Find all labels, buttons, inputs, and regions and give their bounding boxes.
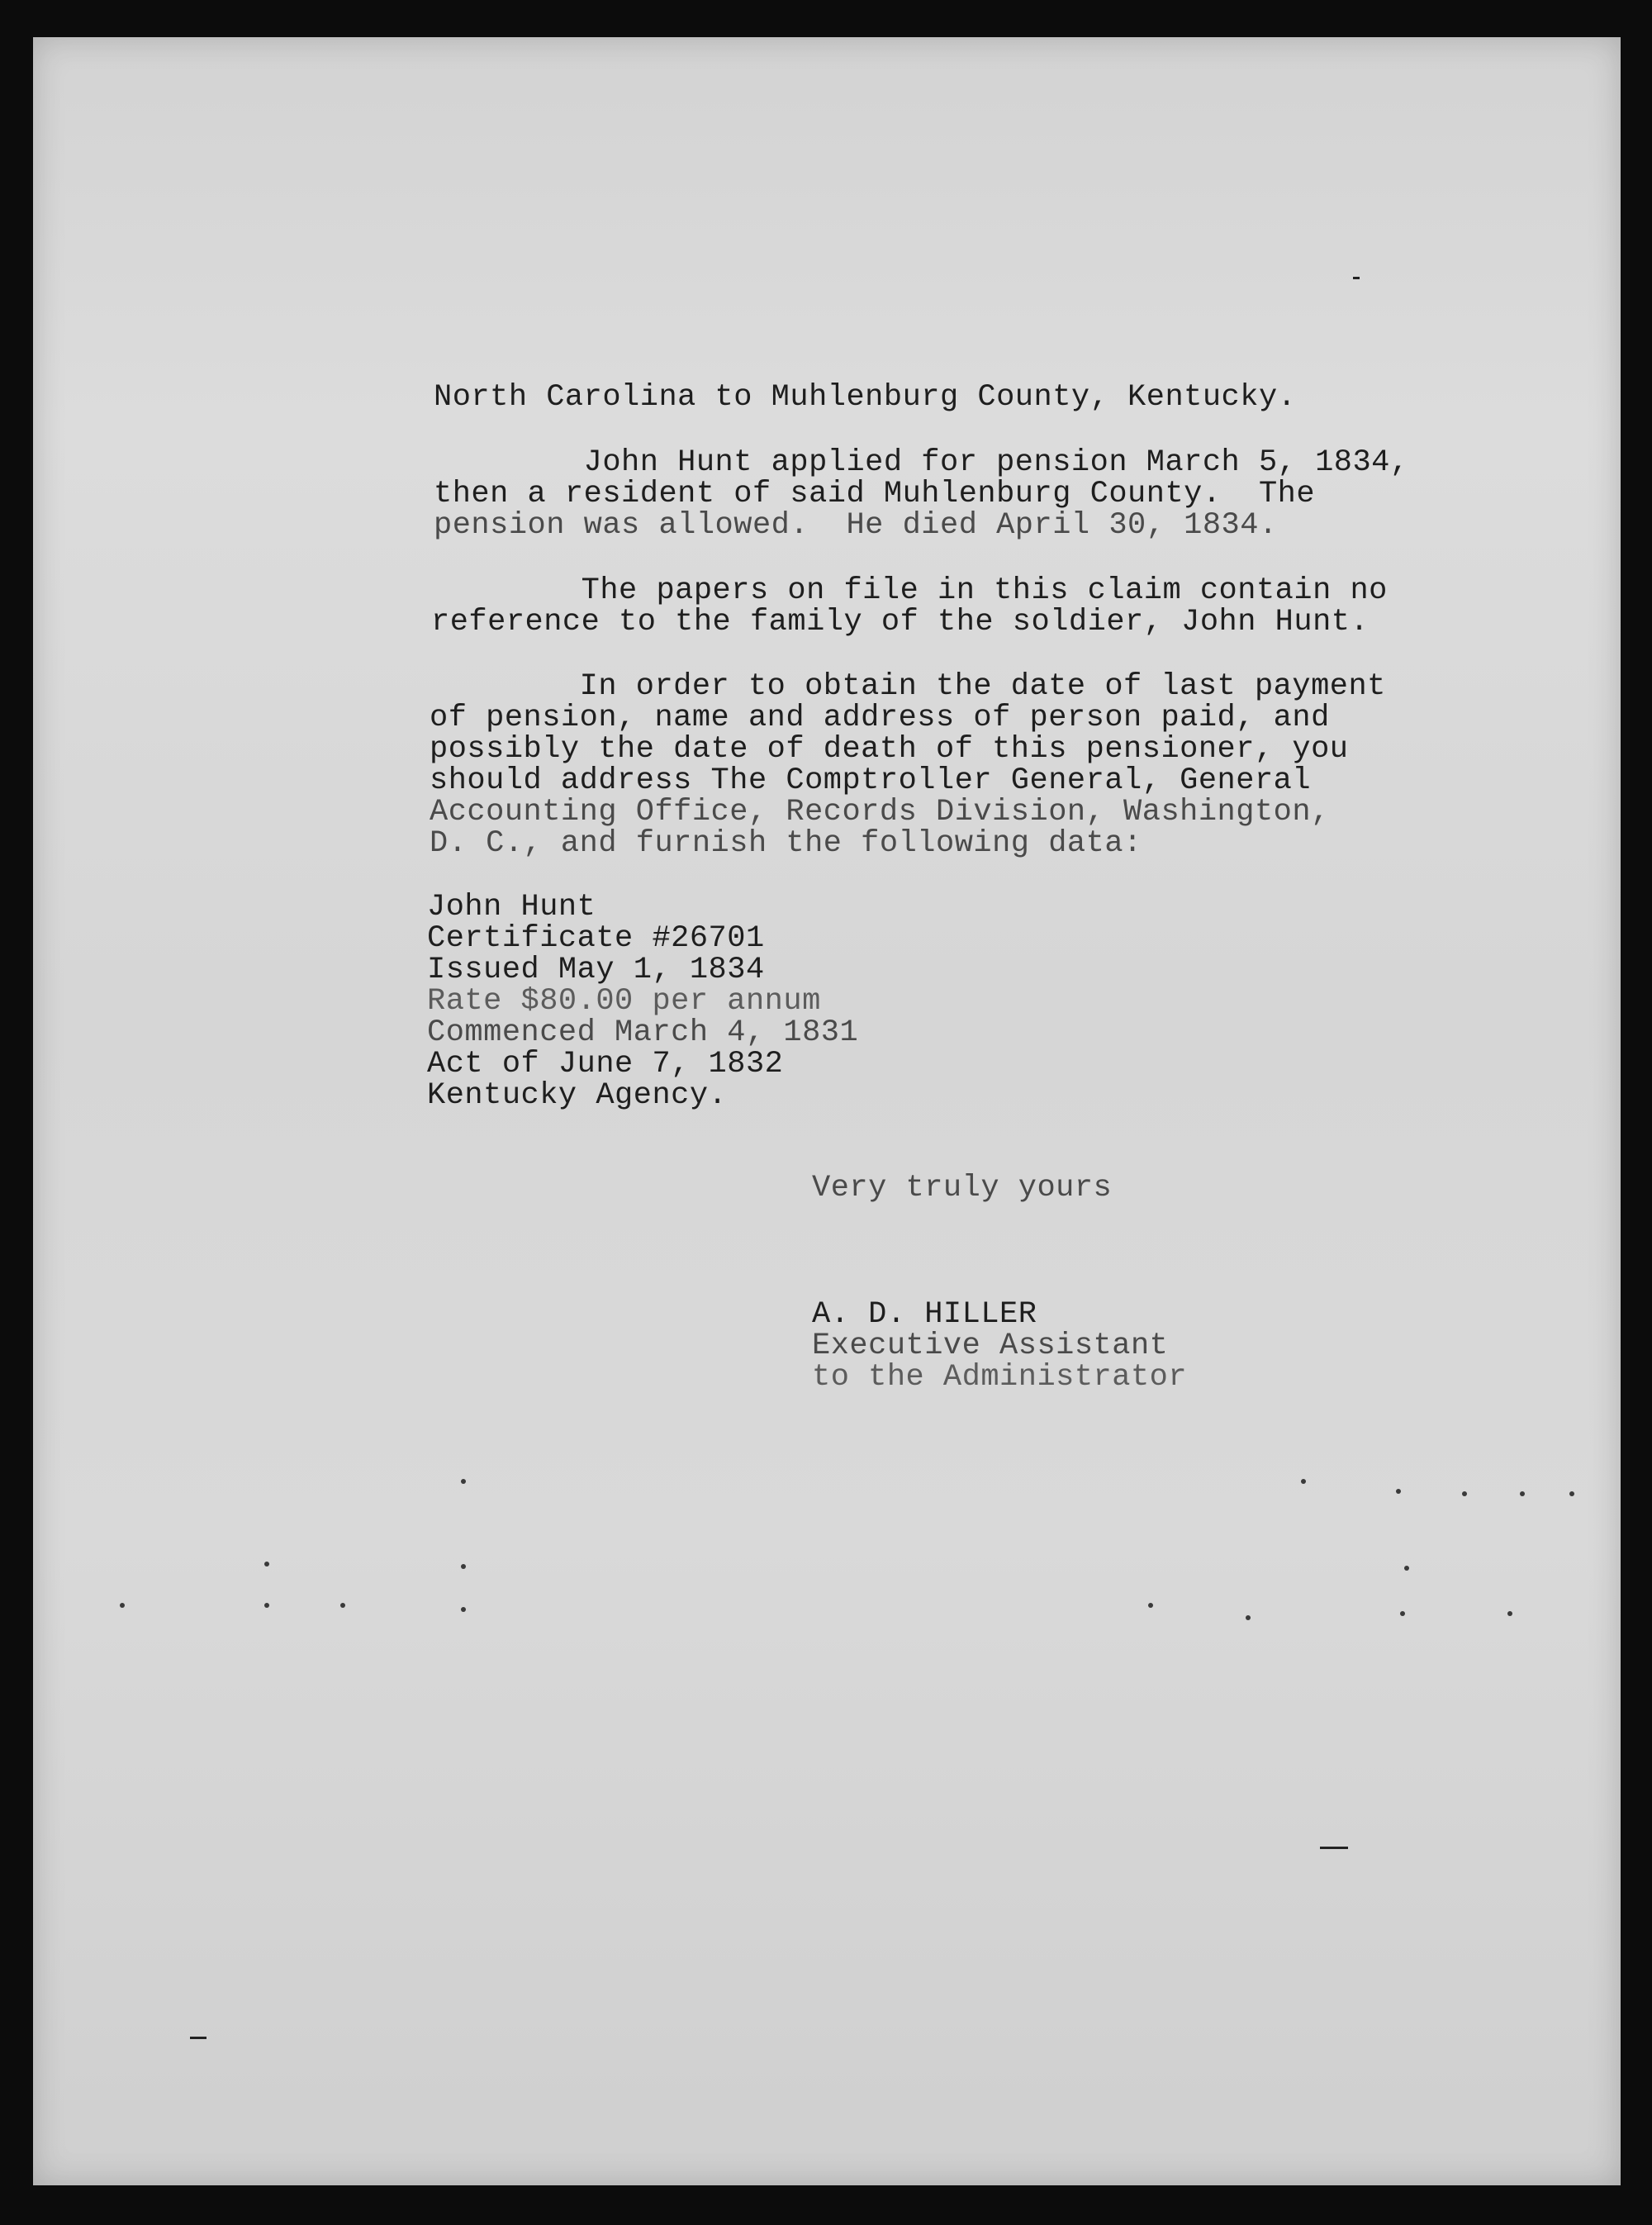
data-line-certificate: Certificate #26701 [427,921,765,956]
data-line-act: Act of June 7, 1832 [427,1047,784,1082]
data-line-rate: Rate $80.00 per annum [427,984,821,1019]
para2-line2: reference to the family of the soldier, John Hunt. [431,605,1370,639]
para3-line2: of pension, name and address of person paid, and [430,701,1330,735]
para3-line3: possibly the date of death of this pensioner, you [430,732,1349,767]
scan-speck [1520,1491,1525,1496]
para3-line1: In order to obtain the date of last payment [430,669,1386,704]
signature-name: A. D. HILLER [812,1297,1037,1332]
scan-speck [1569,1491,1574,1496]
scan-speck [120,1603,125,1608]
closing: Very truly yours [812,1171,1113,1205]
para1-line1: John Hunt applied for pension March 5, 1834, [434,445,1409,480]
scan-speck [1246,1615,1251,1620]
scan-mark [190,2037,206,2039]
scan-speck [264,1603,269,1608]
scan-speck [461,1607,466,1612]
data-line-commenced: Commenced March 4, 1831 [427,1015,859,1050]
scan-speck [1400,1611,1405,1616]
scan-mark [1353,277,1360,279]
data-line-name: John Hunt [427,890,596,925]
scanned-letter-page [33,37,1621,2185]
scan-speck [1301,1479,1306,1484]
para2-line1: The papers on file in this claim contain no [431,573,1388,608]
para1-line3: pension was allowed. He died April 30, 1834. [434,508,1278,543]
data-line-agency: Kentucky Agency. [427,1078,728,1113]
scan-speck [1462,1491,1467,1496]
scan-speck [1404,1566,1409,1571]
scan-speck [1148,1603,1153,1608]
letter-heading: North Carolina to Muhlenburg County, Kentucky. [434,380,1297,415]
scan-speck [264,1562,269,1567]
scan-speck [1507,1611,1512,1616]
signature-title-line2: to the Administrator [812,1360,1188,1395]
scan-speck [461,1479,466,1484]
para3-line5: Accounting Office, Records Division, Washington, [430,795,1330,830]
scan-mark [1320,1847,1348,1849]
signature-title-line1: Executive Assistant [812,1329,1169,1363]
scan-speck [461,1564,466,1569]
data-line-issued: Issued May 1, 1834 [427,953,765,987]
scan-speck [1396,1489,1401,1494]
para1-line2: then a resident of said Muhlenburg County. The [434,477,1316,511]
scan-speck [340,1603,345,1608]
para3-line4: should address The Comptroller General, General [430,763,1312,798]
para3-line6: D. C., and furnish the following data: [430,826,1142,861]
